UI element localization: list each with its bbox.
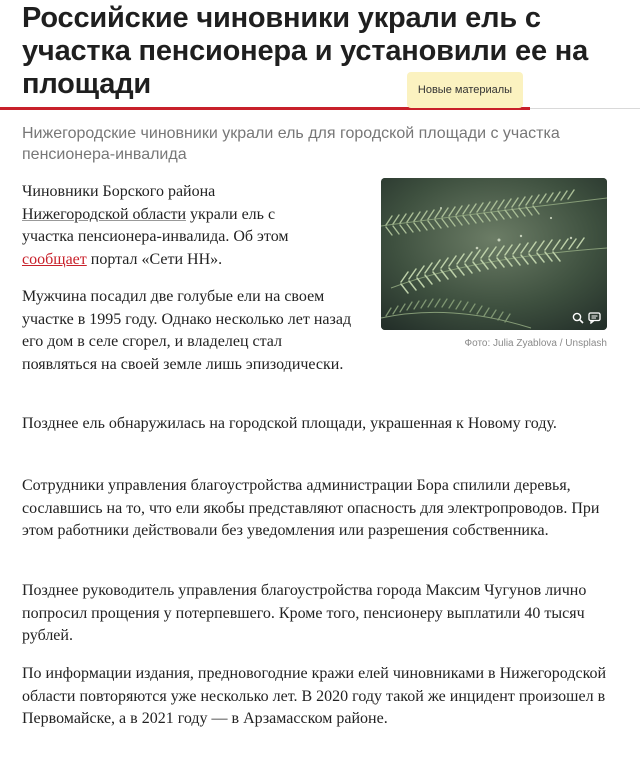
article-title: Российские чиновники украли ель с участка пенсионера и установили ее на площади	[22, 2, 589, 100]
new-materials-button[interactable]: Новые материалы	[407, 72, 523, 108]
region-text: Нижегородской области	[22, 205, 187, 223]
article-photo[interactable]	[381, 178, 607, 330]
paragraph-3: Позднее ель обнаружилась на городской площади, украшенная к Новому году.	[22, 415, 557, 432]
source-link[interactable]: сообщает	[22, 250, 87, 268]
fir-branches-image	[381, 178, 607, 330]
comment-icon[interactable]	[587, 311, 601, 325]
photo-caption: Фото: Julia Zyablova / Unsplash	[464, 338, 607, 349]
divider	[530, 108, 640, 109]
paragraph-5: Позднее руководитель управления благоустройства города Максим Чугунов лично попросил прощения у потерпевшего. Кроме того, пенсионеру выплатили 40 тысяч рублей.	[22, 582, 587, 645]
paragraph-6: По информации издания, предновогодние кражи елей чиновниками в Нижегородской области повторяются уже несколько лет. В 2020 году такой же инцидент произошел в Первомайске, а в 2021 году — в Арзамасском районе.	[22, 665, 607, 728]
paragraph-4: Сотрудники управления благоустройства администрации Бора спилили деревья, сославшись на то, что ели якобы представляют опасность для электропроводов. При этом работники действовали без уведомления или разрешения собственника.	[22, 477, 600, 540]
paragraph-2: Мужчина посадил две голубые ели на своем участке в 1995 году. Однако несколько лет назад его дом в селе сгорел, и владелец стал появляться на своей земле лишь эпизодически.	[22, 288, 352, 373]
article-lead: Нижегородские чиновники украли ель для городской площади с участка пенсионера-инвалида	[22, 125, 560, 163]
zoom-icon[interactable]	[571, 311, 585, 325]
paragraph-1: Чиновники Борского района Нижегородской области украли ель с участка пенсионера-инвалида. Об этом сообщает портал «Сети НН».	[22, 183, 289, 268]
